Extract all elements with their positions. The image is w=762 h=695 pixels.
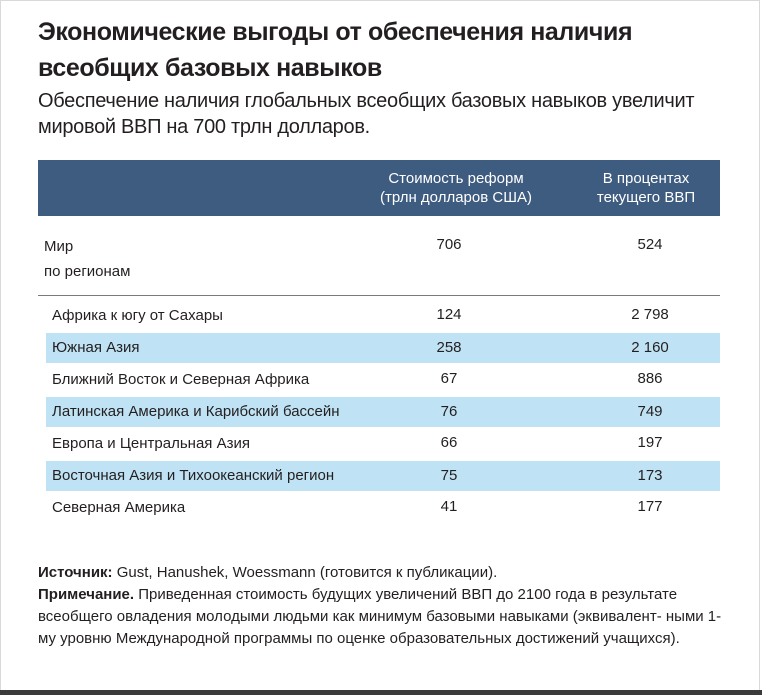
note-text: Приведенная стоимость будущих увеличений ВВП до 2100 года в результате всеобщего овладения молодыми людьми как минимум базовыми навыками (эквивалент- ными 1-му уровню Международной программы по оценке образовательных достижений учащихся). (38, 586, 722, 647)
world-label (44, 234, 130, 284)
table-header (38, 160, 720, 216)
region-name: Африка к югу от Сахары (52, 307, 223, 324)
region-gdp-pct: 2 160 (631, 339, 669, 356)
table-row (46, 333, 720, 363)
table-row (46, 461, 720, 491)
region-cost: 124 (436, 306, 462, 323)
bottom-rule (0, 690, 762, 695)
table-row (46, 492, 720, 524)
column-header-cost (368, 169, 544, 207)
column-header-cost-line1: Стоимость реформ (388, 170, 524, 187)
figure-title: Экономические выгоды от обеспечения наличия всеобщих базовых навыков (38, 18, 633, 82)
region-name: Европа и Центральная Азия (52, 435, 250, 452)
source-text: Gust, Hanushek, Woessmann (готовится к публикации). (112, 564, 498, 581)
remark-note (38, 584, 728, 650)
region-cost: 66 (440, 434, 458, 451)
source-label: Источник: (38, 564, 113, 581)
world-label-line2: по регионам (44, 263, 131, 280)
world-cost: 706 (436, 236, 462, 253)
region-name: Южная Азия (52, 339, 140, 356)
figure-notes (38, 562, 728, 650)
column-header-cost-line2: (трлн долларов США) (380, 189, 532, 206)
note-label: Примечание. (38, 586, 135, 603)
figure-subtitle: Обеспечение наличия глобальных всеобщих базовых навыков увеличит мировой ВВП на 700 трлн долларов. (38, 90, 695, 138)
region-name: Северная Америка (52, 499, 186, 516)
column-header-gdp (578, 169, 714, 207)
column-header-gdp-line1: В процентах (602, 170, 690, 187)
world-row (38, 230, 720, 280)
table-row (46, 428, 720, 460)
region-name: Ближний Восток и Северная Африка (52, 371, 310, 388)
region-cost: 67 (440, 370, 458, 387)
table-row (46, 300, 720, 332)
region-rows (46, 300, 720, 524)
table-divider (38, 295, 720, 296)
region-cost: 41 (440, 498, 458, 515)
region-gdp-pct: 2 798 (631, 306, 669, 323)
region-cost: 76 (440, 403, 458, 420)
region-name: Восточная Азия и Тихоокеанский регион (52, 467, 335, 484)
region-gdp-pct: 197 (637, 434, 663, 451)
column-header-gdp-line2: текущего ВВП (596, 189, 696, 206)
source-note (38, 562, 728, 584)
region-gdp-pct: 173 (637, 467, 663, 484)
region-gdp-pct: 177 (637, 498, 663, 515)
region-gdp-pct: 886 (637, 370, 663, 387)
world-gdp-pct: 524 (637, 236, 663, 253)
world-label-line1: Мир (44, 238, 74, 255)
table-row (46, 397, 720, 427)
table-row (46, 364, 720, 396)
region-cost: 75 (440, 467, 458, 484)
region-name: Латинская Америка и Карибский бассейн (52, 403, 340, 420)
region-gdp-pct: 749 (637, 403, 663, 420)
region-cost: 258 (436, 339, 462, 356)
